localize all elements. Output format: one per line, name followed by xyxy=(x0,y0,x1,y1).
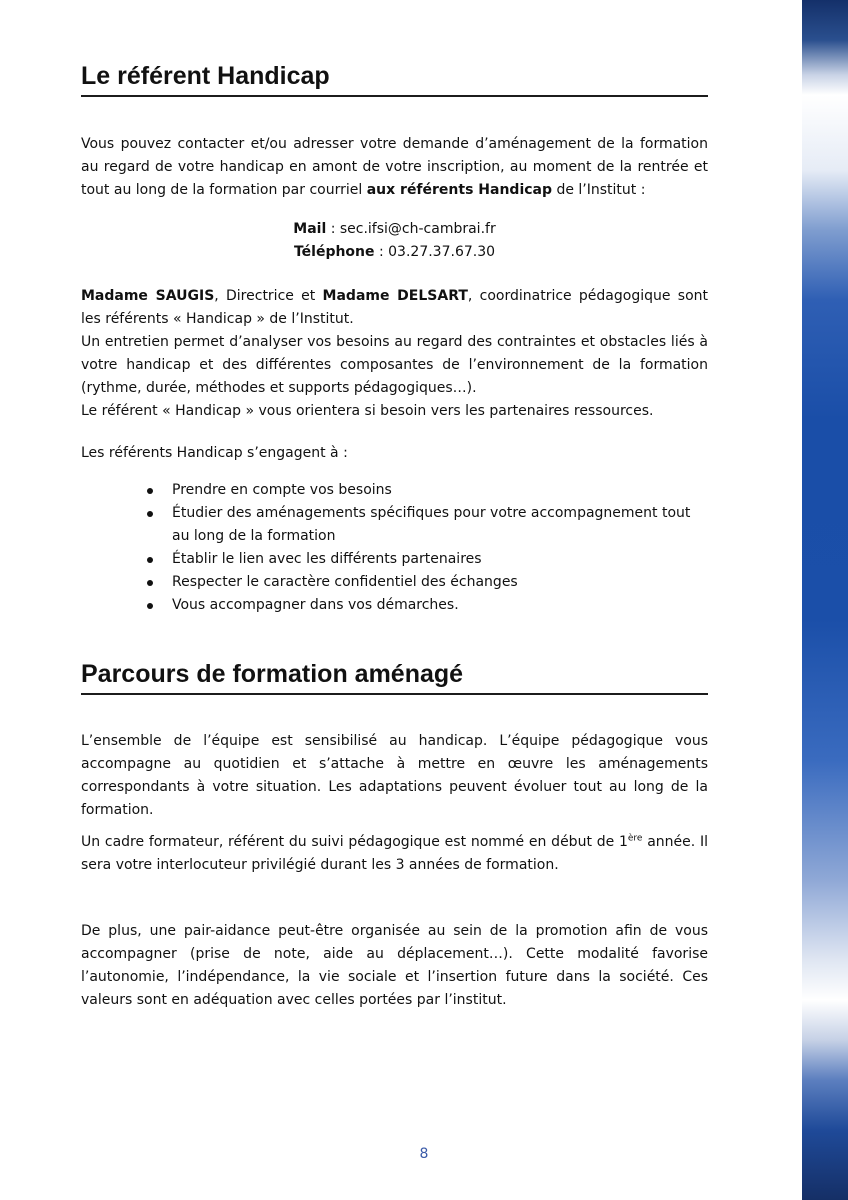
intro-text-1: Vous pouvez contacter et/ou adresser votre demande d’aménagement de la formation au regard de votre handicap en amont de votre inscription, au moment de la rentrée et tout au long de la formation par courriel xyxy=(81,136,708,198)
section-title-parcours: Parcours de formation aménagé xyxy=(81,660,708,695)
page-number: 8 xyxy=(419,1146,429,1162)
bullet-icon xyxy=(147,557,153,563)
referent-name-2: Madame DELSART xyxy=(322,288,468,304)
intro-text-2: de l’Institut : xyxy=(552,182,646,198)
intro-text-bold: aux référents Handicap xyxy=(366,182,553,198)
referents-text-2: , coordinatrice pédagogique sont les référents « Handicap » de l’Institut. xyxy=(81,288,708,327)
contact-phone xyxy=(81,241,708,264)
list-item-text: Vous accompagner dans vos démarches. xyxy=(172,597,459,613)
team-paragraph: L’ensemble de l’équipe est sensibilisé au handicap. L’équipe pédagogique vous accompagne au quotidien et s’attache à mettre en œuvre les aménagements correspondants à votre situation. Les adaptations peuvent évoluer tout au long de la formation. xyxy=(81,733,708,818)
contact-mail xyxy=(81,218,708,241)
list-item xyxy=(147,502,708,548)
bullet-icon xyxy=(147,488,153,494)
list-item-text: Prendre en compte vos besoins xyxy=(172,482,392,498)
section-title-referent-handicap: Le référent Handicap xyxy=(81,62,708,97)
phone-label: Téléphone xyxy=(293,244,375,260)
commitments-list xyxy=(147,479,708,617)
phone-value: : 03.27.37.67.30 xyxy=(374,244,496,260)
bullet-icon xyxy=(147,603,153,609)
bullet-icon xyxy=(147,580,153,586)
list-item xyxy=(147,571,708,594)
interview-paragraph: Un entretien permet d’analyser vos besoins au regard des contraintes et obstacles liés à votre handicap et des différentes composantes de l’environnement de la formation (rythme, durée, méthodes et supports pédagogiques…). xyxy=(81,334,708,396)
commitments-intro: Les référents Handicap s’engagent à : xyxy=(81,445,348,461)
referent-name-1: Madame SAUGIS xyxy=(81,288,215,304)
pair-aidance-paragraph: De plus, une pair-aidance peut-être organisée au sein de la promotion afin de vous accompagner (prise de note, aide au déplacement…). Cette modalité favorise l’autonomie, l’indépendance, la vie sociale et l’insertion future dans la société. Ces valeurs sont en adéquation avec celles portées par l’institut. xyxy=(81,923,708,1008)
bullet-icon xyxy=(147,511,153,517)
cadre-paragraph xyxy=(81,831,708,877)
referents-text-1: , Directrice et xyxy=(214,288,323,304)
list-item xyxy=(147,594,708,617)
list-item-text: Respecter le caractère confidentiel des échanges xyxy=(172,574,518,590)
decorative-side-band xyxy=(802,0,848,1200)
mail-label: Mail xyxy=(293,221,327,237)
referents-block xyxy=(81,285,708,423)
list-item-text: Étudier des aménagements spécifiques pour votre accompagnement tout au long de la formation xyxy=(172,505,691,544)
list-item-text: Établir le lien avec les différents partenaires xyxy=(172,551,482,567)
list-item xyxy=(147,479,708,502)
mail-value: : sec.ifsi@ch-cambrai.fr xyxy=(326,221,496,237)
referents-paragraph xyxy=(81,285,708,331)
cadre-superscript: ère xyxy=(627,833,643,844)
cadre-text-1: Un cadre formateur, référent du suivi pédagogique est nommé en début de 1 xyxy=(81,834,628,850)
orientation-paragraph: Le référent « Handicap » vous orientera si besoin vers les partenaires ressources. xyxy=(81,403,654,419)
list-item xyxy=(147,548,708,571)
intro-paragraph xyxy=(81,133,708,202)
cadre-text-2: année. Il sera votre interlocuteur privilégié durant les 3 années de formation. xyxy=(81,834,709,873)
